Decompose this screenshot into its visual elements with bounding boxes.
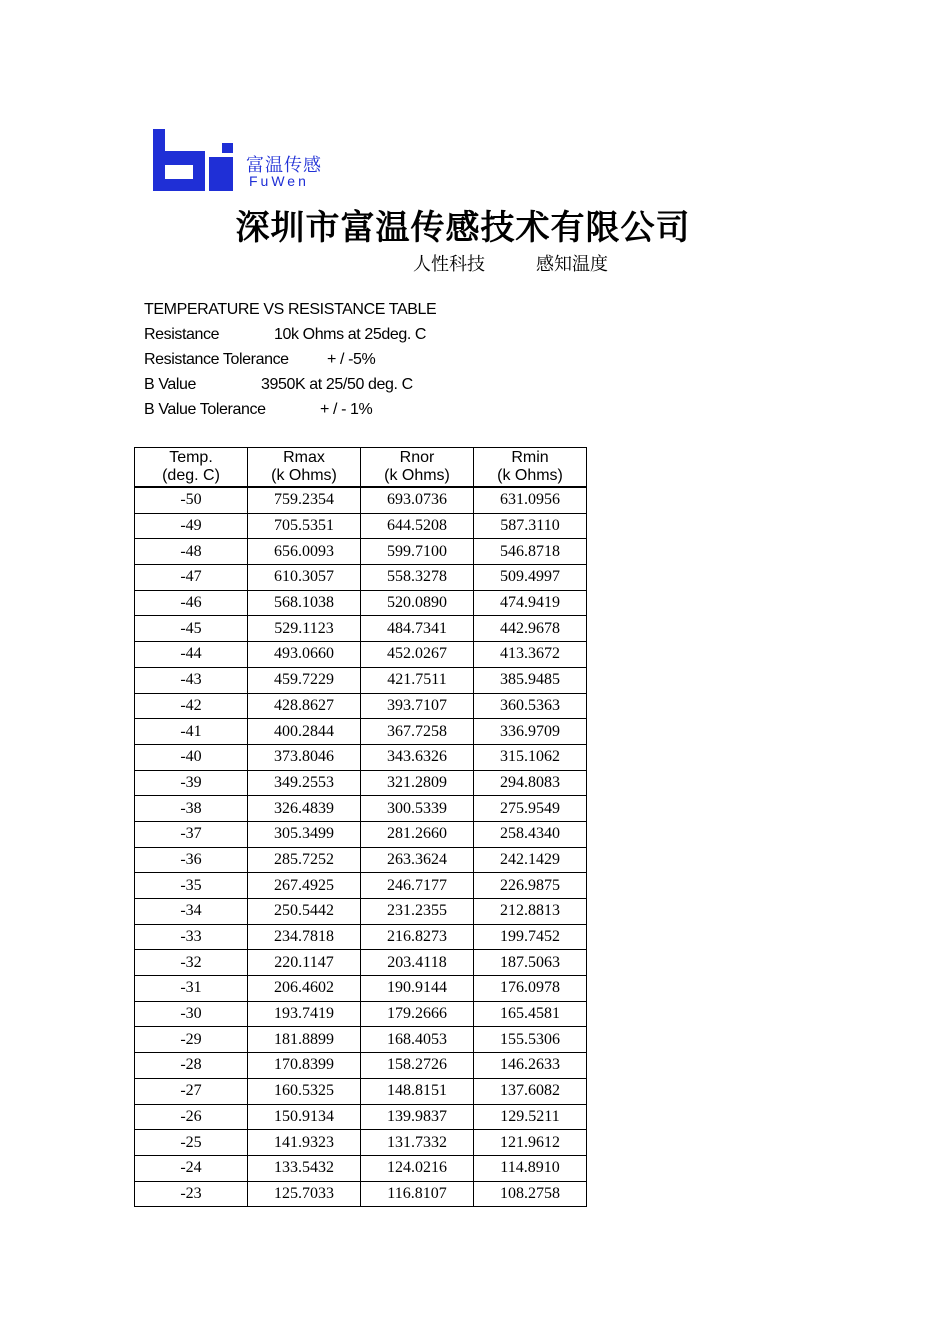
cell-rnor: 131.7332 [361, 1130, 474, 1156]
cell-rmax: 125.7033 [248, 1181, 361, 1207]
cell-rmin: 199.7452 [474, 924, 587, 950]
cell-temp: -50 [135, 487, 248, 513]
cell-rmin: 226.9875 [474, 873, 587, 899]
cell-rmin: 155.5306 [474, 1027, 587, 1053]
table-row [135, 1155, 587, 1181]
header-rmin: Rmin (k Ohms) [474, 448, 587, 488]
table-row [135, 693, 587, 719]
cell-rmax: 234.7818 [248, 924, 361, 950]
slogan-right: 感知温度 [536, 254, 608, 275]
cell-rnor: 158.2726 [361, 1053, 474, 1079]
cell-rnor: 367.7258 [361, 719, 474, 745]
cell-rmax: 193.7419 [248, 1001, 361, 1027]
cell-rmax: 206.4602 [248, 976, 361, 1002]
cell-rmin: 474.9419 [474, 590, 587, 616]
cell-temp: -23 [135, 1181, 248, 1207]
cell-rmax: 250.5442 [248, 899, 361, 925]
cell-temp: -30 [135, 1001, 248, 1027]
cell-rmax: 400.2844 [248, 719, 361, 745]
table-row [135, 1053, 587, 1079]
cell-rmin: 315.1062 [474, 744, 587, 770]
spec-value: 10k Ohms at 25deg. C [274, 326, 427, 343]
table-row [135, 1104, 587, 1130]
cell-rmin: 294.8083 [474, 770, 587, 796]
table-header-row [135, 448, 587, 488]
cell-rmax: 459.7229 [248, 667, 361, 693]
spec-value: 3950K at 25/50 deg. C [261, 376, 413, 393]
cell-rmin: 360.5363 [474, 693, 587, 719]
cell-temp: -28 [135, 1053, 248, 1079]
cell-rnor: 484.7341 [361, 616, 474, 642]
cell-rmin: 129.5211 [474, 1104, 587, 1130]
cell-temp: -49 [135, 513, 248, 539]
cell-temp: -29 [135, 1027, 248, 1053]
cell-temp: -47 [135, 565, 248, 591]
cell-temp: -45 [135, 616, 248, 642]
cell-rnor: 300.5339 [361, 796, 474, 822]
cell-rmin: 413.3672 [474, 642, 587, 668]
table-row [135, 976, 587, 1002]
cell-rmin: 258.4340 [474, 821, 587, 847]
cell-rmin: 165.4581 [474, 1001, 587, 1027]
cell-rmin: 137.6082 [474, 1078, 587, 1104]
cell-rnor: 246.7177 [361, 873, 474, 899]
table-row [135, 616, 587, 642]
table-row [135, 821, 587, 847]
cell-rmax: 493.0660 [248, 642, 361, 668]
cell-rmax: 267.4925 [248, 873, 361, 899]
company-logo-mark [153, 129, 241, 191]
cell-rmax: 373.8046 [248, 744, 361, 770]
cell-rmax: 150.9134 [248, 1104, 361, 1130]
cell-temp: -40 [135, 744, 248, 770]
cell-rmax: 305.3499 [248, 821, 361, 847]
spec-label: Resistance [144, 326, 220, 343]
cell-rnor: 421.7511 [361, 667, 474, 693]
cell-rnor: 281.2660 [361, 821, 474, 847]
cell-rnor: 216.8273 [361, 924, 474, 950]
cell-temp: -44 [135, 642, 248, 668]
spec-value: + / - 1% [320, 401, 373, 418]
cell-rnor: 179.2666 [361, 1001, 474, 1027]
cell-rmin: 176.0978 [474, 976, 587, 1002]
cell-rnor: 558.3278 [361, 565, 474, 591]
logo-brand-en: FuWen [249, 173, 309, 189]
cell-rmin: 442.9678 [474, 616, 587, 642]
table-row [135, 1078, 587, 1104]
cell-rmax: 759.2354 [248, 487, 361, 513]
cell-rmin: 385.9485 [474, 667, 587, 693]
table-row [135, 513, 587, 539]
table-row [135, 667, 587, 693]
cell-temp: -32 [135, 950, 248, 976]
table-row [135, 1027, 587, 1053]
spec-title: TEMPERATURE VS RESISTANCE TABLE [144, 301, 437, 318]
cell-rmax: 141.9323 [248, 1130, 361, 1156]
cell-rnor: 693.0736 [361, 487, 474, 513]
cell-rmax: 220.1147 [248, 950, 361, 976]
table-row [135, 847, 587, 873]
cell-temp: -27 [135, 1078, 248, 1104]
cell-rmin: 509.4997 [474, 565, 587, 591]
cell-temp: -31 [135, 976, 248, 1002]
spec-value: + / -5% [327, 351, 376, 368]
cell-rmax: 568.1038 [248, 590, 361, 616]
cell-rmin: 587.3110 [474, 513, 587, 539]
table-row [135, 796, 587, 822]
table-row [135, 487, 587, 513]
table-row [135, 770, 587, 796]
cell-rmin: 121.9612 [474, 1130, 587, 1156]
cell-rnor: 452.0267 [361, 642, 474, 668]
table-row [135, 744, 587, 770]
spec-label: B Value Tolerance [144, 401, 266, 418]
cell-rmin: 146.2633 [474, 1053, 587, 1079]
cell-temp: -46 [135, 590, 248, 616]
table-row [135, 719, 587, 745]
cell-rnor: 116.8107 [361, 1181, 474, 1207]
cell-rnor: 343.6326 [361, 744, 474, 770]
table-row [135, 565, 587, 591]
cell-rnor: 168.4053 [361, 1027, 474, 1053]
cell-temp: -34 [135, 899, 248, 925]
cell-rmax: 349.2553 [248, 770, 361, 796]
cell-rmax: 529.1123 [248, 616, 361, 642]
resistance-table [134, 447, 587, 1207]
cell-temp: -41 [135, 719, 248, 745]
cell-rmin: 212.8813 [474, 899, 587, 925]
table-row [135, 539, 587, 565]
cell-rmin: 275.9549 [474, 796, 587, 822]
table-row [135, 873, 587, 899]
cell-rmin: 114.8910 [474, 1155, 587, 1181]
cell-rmax: 285.7252 [248, 847, 361, 873]
cell-rnor: 321.2809 [361, 770, 474, 796]
cell-rnor: 190.9144 [361, 976, 474, 1002]
header-rmax: Rmax (k Ohms) [248, 448, 361, 488]
cell-rnor: 644.5208 [361, 513, 474, 539]
table-row [135, 1001, 587, 1027]
cell-rmax: 610.3057 [248, 565, 361, 591]
cell-rnor: 203.4118 [361, 950, 474, 976]
cell-rmax: 181.8899 [248, 1027, 361, 1053]
cell-temp: -35 [135, 873, 248, 899]
table-row [135, 950, 587, 976]
cell-temp: -26 [135, 1104, 248, 1130]
cell-rnor: 263.3624 [361, 847, 474, 873]
cell-rmin: 336.9709 [474, 719, 587, 745]
cell-rmin: 108.2758 [474, 1181, 587, 1207]
cell-rnor: 231.2355 [361, 899, 474, 925]
cell-temp: -36 [135, 847, 248, 873]
table-body [135, 487, 587, 1207]
table-row [135, 924, 587, 950]
spec-row-resistance-tolerance [144, 351, 544, 369]
cell-rmax: 428.8627 [248, 693, 361, 719]
cell-temp: -33 [135, 924, 248, 950]
slogan-left: 人性科技 [413, 254, 485, 275]
cell-rmax: 170.8399 [248, 1053, 361, 1079]
cell-rnor: 393.7107 [361, 693, 474, 719]
cell-temp: -25 [135, 1130, 248, 1156]
cell-temp: -39 [135, 770, 248, 796]
cell-rmin: 242.1429 [474, 847, 587, 873]
table-row [135, 1181, 587, 1207]
cell-rnor: 124.0216 [361, 1155, 474, 1181]
cell-rmax: 705.5351 [248, 513, 361, 539]
spec-row-b-value-tolerance [144, 401, 544, 419]
spec-row-b-value [144, 376, 544, 394]
cell-rnor: 139.9837 [361, 1104, 474, 1130]
table-row [135, 1130, 587, 1156]
cell-temp: -43 [135, 667, 248, 693]
cell-rmax: 326.4839 [248, 796, 361, 822]
table-row [135, 642, 587, 668]
spec-label: Resistance Tolerance [144, 351, 289, 368]
cell-rnor: 520.0890 [361, 590, 474, 616]
cell-rnor: 599.7100 [361, 539, 474, 565]
cell-temp: -42 [135, 693, 248, 719]
cell-temp: -37 [135, 821, 248, 847]
cell-temp: -48 [135, 539, 248, 565]
logo-brand-cn: 富温传感 [246, 155, 322, 176]
cell-rmax: 656.0093 [248, 539, 361, 565]
cell-rmin: 631.0956 [474, 487, 587, 513]
cell-rmax: 160.5325 [248, 1078, 361, 1104]
cell-temp: -24 [135, 1155, 248, 1181]
spec-label: B Value [144, 376, 197, 393]
header-temp: Temp. (deg. C) [135, 448, 248, 488]
cell-rmin: 546.8718 [474, 539, 587, 565]
cell-temp: -38 [135, 796, 248, 822]
cell-rmin: 187.5063 [474, 950, 587, 976]
cell-rmax: 133.5432 [248, 1155, 361, 1181]
cell-rnor: 148.8151 [361, 1078, 474, 1104]
header-rnor: Rnor (k Ohms) [361, 448, 474, 488]
table-row [135, 899, 587, 925]
company-name: 深圳市富温传感技术有限公司 [235, 208, 691, 248]
table-row [135, 590, 587, 616]
spec-row-resistance [144, 326, 544, 344]
